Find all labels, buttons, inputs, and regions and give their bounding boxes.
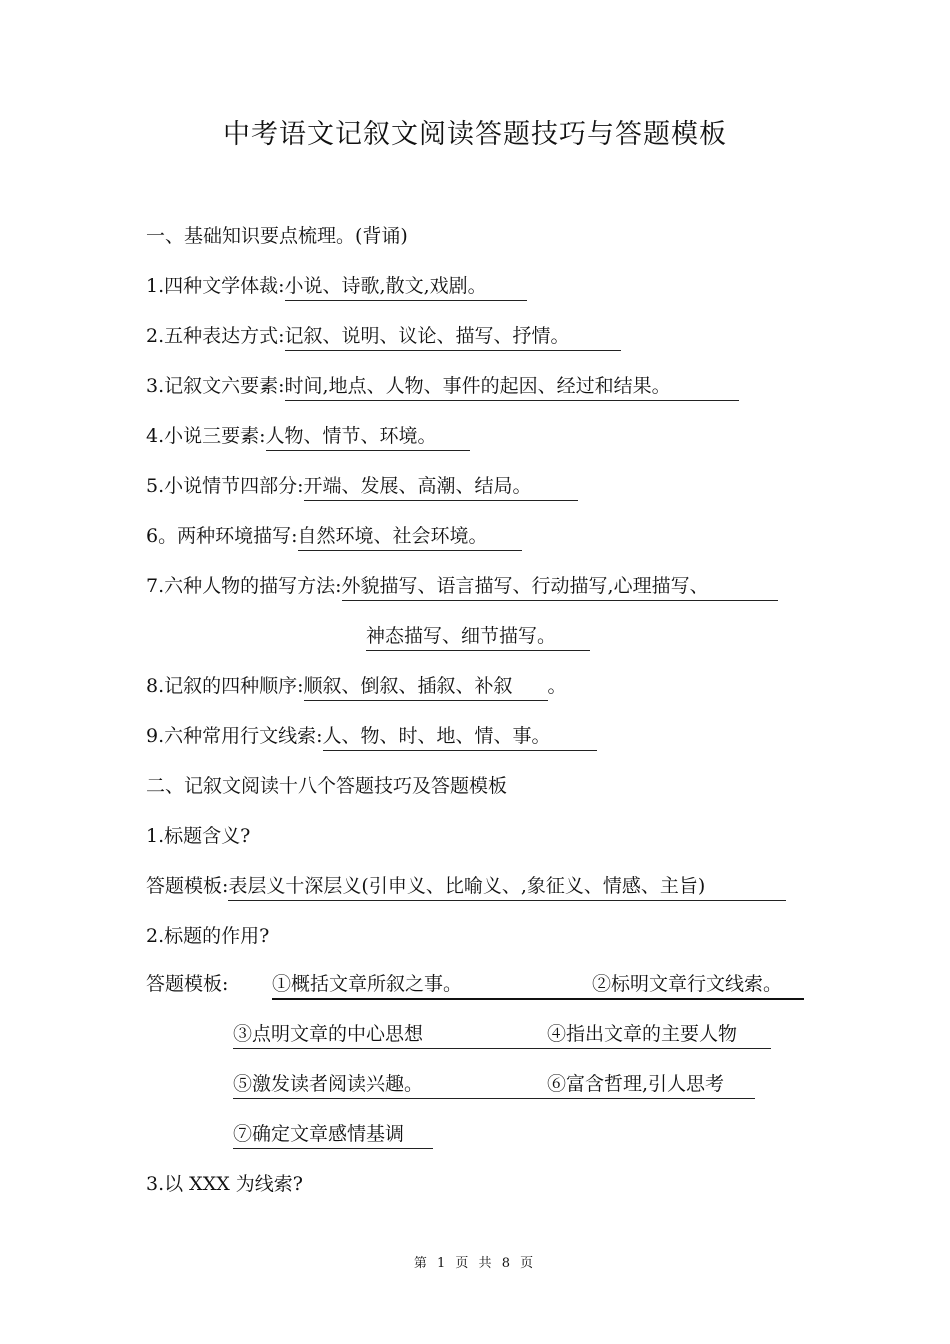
item-8-tail: 。 xyxy=(547,675,567,697)
question-1: 1.标题含义? xyxy=(146,825,251,847)
item-4 xyxy=(146,422,470,451)
section2-heading: 二、记叙文阅读十八个答题技巧及答题模板 xyxy=(146,775,508,797)
template-label: 答题模板: xyxy=(146,875,229,897)
item-6-label: 6。两种环境描写: xyxy=(146,525,298,547)
item-8-label: 8.记叙的四种顺序: xyxy=(146,675,304,697)
question-2-row-1 xyxy=(272,970,804,1000)
item-2-answer: 记叙、说明、议论、描写、抒情。 xyxy=(285,322,621,351)
item-6-answer: 自然环境、社会环境。 xyxy=(298,522,522,551)
item-1-answer: 小说、诗歌,散文,戏剧。 xyxy=(285,272,527,301)
item-9 xyxy=(146,722,597,751)
item-3-answer: 时间,地点、人物、事件的起因、经过和结果。 xyxy=(285,372,739,401)
item-5-label: 5.小说情节四部分: xyxy=(146,475,304,497)
question-2-row-3 xyxy=(233,1070,755,1099)
question-2: 2.标题的作用? xyxy=(146,925,270,947)
answer-6: ⑥富含哲理,引人思考 xyxy=(547,1073,725,1095)
item-9-label: 9.六种常用行文线索: xyxy=(146,725,323,747)
item-2-label: 2.五种表达方式: xyxy=(146,325,285,347)
item-3 xyxy=(146,372,739,401)
item-7-answer-2: 神态描写、细节描写。 xyxy=(366,622,590,651)
item-2 xyxy=(146,322,621,351)
item-4-answer: 人物、情节、环境。 xyxy=(266,422,470,451)
answer-2: ②标明文章行文线索。 xyxy=(592,973,783,995)
item-1 xyxy=(146,272,527,301)
item-5 xyxy=(146,472,578,501)
answer-3: ③点明文章的中心思想 xyxy=(233,1023,424,1045)
question-1-template xyxy=(146,872,786,901)
answer-7: ⑦确定文章感情基调 xyxy=(233,1120,433,1149)
answer-5: ⑤激发读者阅读兴趣。 xyxy=(233,1073,424,1095)
item-3-label: 3.记叙文六要素: xyxy=(146,375,285,397)
item-7-label: 7.六种人物的描写方法: xyxy=(146,575,342,597)
question-2-row-4 xyxy=(233,1120,433,1149)
item-7 xyxy=(146,572,778,601)
item-7-continued xyxy=(366,622,590,651)
item-5-answer: 开端、发展、高潮、结局。 xyxy=(304,472,578,501)
answer-1: ①概括文章所叙之事。 xyxy=(272,973,463,995)
item-4-label: 4.小说三要素: xyxy=(146,425,266,447)
question-2-template-label: 答题模板: xyxy=(146,973,229,995)
item-9-answer: 人、物、时、地、情、事。 xyxy=(323,722,597,751)
answer-4: ④指出文章的主要人物 xyxy=(547,1023,738,1045)
question-2-row-2 xyxy=(233,1020,771,1049)
item-8-answer: 顺叙、倒叙、插叙、补叙 xyxy=(304,672,548,701)
item-7-answer: 外貌描写、语言描写、行动描写,心理描写、 xyxy=(342,572,778,601)
page-footer: 第 1 页 共 8 页 xyxy=(413,1256,537,1271)
question-1-answer: 表层义十深层义(引申义、比喻义、,象征义、情感、主旨) xyxy=(228,872,786,901)
item-1-label: 1.四种文学体裁: xyxy=(146,275,285,297)
section1-heading: 一、基础知识要点梳理。(背诵) xyxy=(146,225,408,247)
item-8 xyxy=(146,672,567,701)
document-title: 中考语文记叙文阅读答题技巧与答题模板 xyxy=(223,119,727,150)
question-3: 3.以 XXX 为线索? xyxy=(146,1173,303,1195)
item-6 xyxy=(146,522,522,551)
